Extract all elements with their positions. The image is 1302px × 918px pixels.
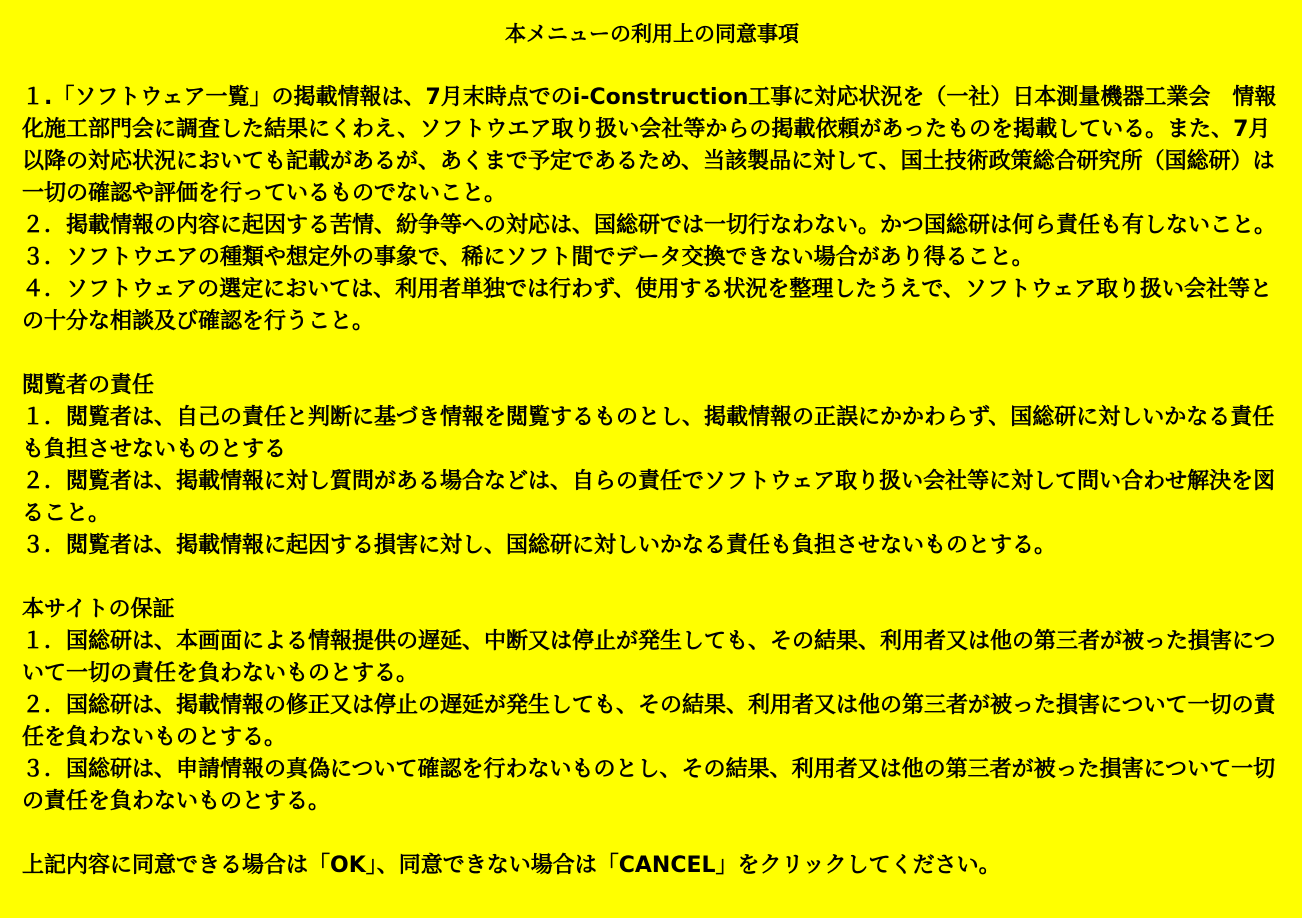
document-title: 本メニューの利用上の同意事項	[505, 22, 799, 46]
section2-item-3: ３．閲覧者は、掲載情報に起因する損害に対し、国総研に対しいかなる責任も負担させないものとする。	[22, 533, 1057, 558]
section3-item-1: １．国総研は、本画面による情報提供の遅延、中断又は停止が発生しても、その結果、利用者又は他の第三者が被った損害について一切の責任を負わないものとする。	[22, 629, 1276, 686]
section2-heading: 閲覧者の責任	[22, 373, 155, 398]
section1-item-3: ３．ソフトウエアの種類や想定外の事象で、稀にソフト間でデータ交換できない場合があり得ること。	[22, 245, 1034, 270]
section-publication-info	[22, 82, 1282, 338]
section-gap	[22, 562, 1282, 594]
section1-item-1: １.「ソフトウェア一覧」の掲載情報は、7月末時点でのi-Construction工事に対応状況を（一社）日本測量機器工業会 情報化施工部門会に調査した結果にくわえ、ソフトウエア取り扱い会社等からの掲載依頼があったものを掲載している。また、7月以降の対応状況においても記載があるが、あくまで予定であるため、当該製品に対して、国土技術政策総合研究所（国総研）は一切の確認や評価を行っているものでないこと。	[22, 85, 1277, 206]
section2-item-2: ２．閲覧者は、掲載情報に対し質問がある場合などは、自らの責任でソフトウェア取り扱い会社等に対して問い合わせ解決を図ること。	[22, 469, 1276, 526]
section3-item-2: ２．国総研は、掲載情報の修正又は停止の遅延が発生しても、その結果、利用者又は他の第三者が被った損害について一切の責任を負わないものとする。	[22, 693, 1276, 750]
section-viewer-responsibility	[22, 370, 1282, 562]
section1-item-2: ２．掲載情報の内容に起因する苦情、紛争等への対応は、国総研では一切行なわない。かつ国総研は何ら責任も有しないこと。	[22, 213, 1277, 238]
agreement-instruction: 上記内容に同意できる場合は「OK」、同意できない場合は「CANCEL」をクリックしてください。	[22, 853, 1001, 878]
section3-item-3: ３．国総研は、申請情報の真偽について確認を行わないものとし、その結果、利用者又は他の第三者が被った損害について一切の責任を負わないものとする。	[22, 757, 1276, 814]
section-gap	[22, 338, 1282, 370]
section1-item-4: ４．ソフトウェアの選定においては、利用者単独では行わず、使用する状況を整理したうえで、ソフトウェア取り扱い会社等との十分な相談及び確認を行うこと。	[22, 277, 1273, 334]
section2-item-1: １．閲覧者は、自己の責任と判断に基づき情報を閲覧するものとし、掲載情報の正誤にかかわらず、国総研に対しいかなる責任も負担させないものとする	[22, 405, 1275, 462]
section3-heading: 本サイトの保証	[22, 597, 175, 622]
section-site-guarantee	[22, 594, 1282, 818]
section-gap	[22, 818, 1282, 850]
